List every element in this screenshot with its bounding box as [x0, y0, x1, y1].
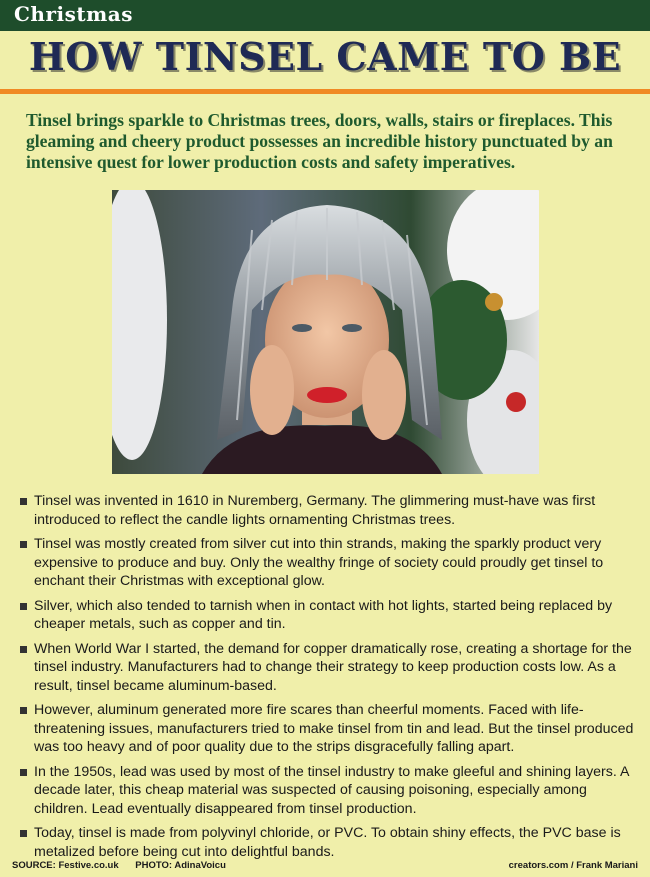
bullet-icon	[20, 707, 27, 714]
bullet-icon	[20, 603, 27, 610]
source-credit: SOURCE: Festive.co.uk	[12, 860, 119, 871]
bullet-icon	[20, 646, 27, 653]
list-item-text: In the 1950s, lead was used by most of the tinsel industry to make gleeful and shining layers. A decade later, this cheap material was suspected of causing poisoning, especially among children. Lead eventually disappeared from tinsel production.	[34, 763, 629, 817]
page-title: HOW TINSEL CAME TO BE	[28, 34, 622, 79]
list-item-text: Tinsel was invented in 1610 in Nuremberg, Germany. The glimmering must-have was first introduced to reflect the candle lights ornamenting Christmas trees.	[34, 493, 596, 528]
list-item-text: Tinsel was mostly created from silver cut into thin strands, making the sparkly product very expensive to produce and buy. Only the wealthy fringe of society could proudly get tinsel to enchant their Christmas with exceptional glow.	[34, 536, 604, 589]
intro-paragraph: Tinsel brings sparkle to Christmas trees, doors, walls, stairs or fireplaces. This gleaming and cheery product possesses an incredible history punctuated by an intensive quest for lower production costs and safety imperatives.	[26, 110, 613, 172]
list-item	[20, 597, 635, 634]
title-divider	[0, 89, 650, 94]
list-item-text: However, aluminum generated more fire scares than cheerful moments. Faced with life-threatening issues, manufacturers tried to make tinsel from tin and lead. But the tinsel produced was too heavy and of poor quality due to the strips disgracefully falling apart.	[34, 702, 634, 755]
photo-credit: PHOTO: AdinaVoicu	[135, 860, 226, 871]
tinsel-wig-photo	[112, 190, 539, 474]
list-item	[20, 492, 635, 529]
bullet-icon	[20, 541, 27, 548]
list-item-text: When World War I started, the demand for copper dramatically rose, creating a shortage for the tinsel industry. Manufacturers had to change their strategy to keep production costs low. As a result, tinsel became aluminum-based.	[34, 640, 632, 694]
list-item-text: Silver, which also tended to tarnish when in contact with hot lights, started being replaced by cheaper metals, such as copper and tin.	[34, 597, 613, 632]
list-item	[20, 824, 635, 861]
section-header-bar	[0, 0, 650, 31]
bullet-icon	[20, 830, 27, 837]
creator-credit: creators.com / Frank Mariani	[508, 860, 638, 871]
list-item	[20, 763, 635, 819]
tinsel-history-list	[20, 492, 635, 867]
bullet-icon	[20, 498, 27, 505]
list-item-text: Today, tinsel is made from polyvinyl chloride, or PVC. To obtain shiny effects, the PVC base is metalized before being cut into delightful bands.	[34, 825, 621, 860]
list-item	[20, 701, 635, 757]
section-label: Christmas	[14, 2, 133, 26]
photo-illustration	[112, 190, 539, 474]
footer-credits	[12, 860, 240, 871]
bullet-icon	[20, 769, 27, 776]
list-item	[20, 640, 635, 696]
list-item	[20, 535, 635, 591]
